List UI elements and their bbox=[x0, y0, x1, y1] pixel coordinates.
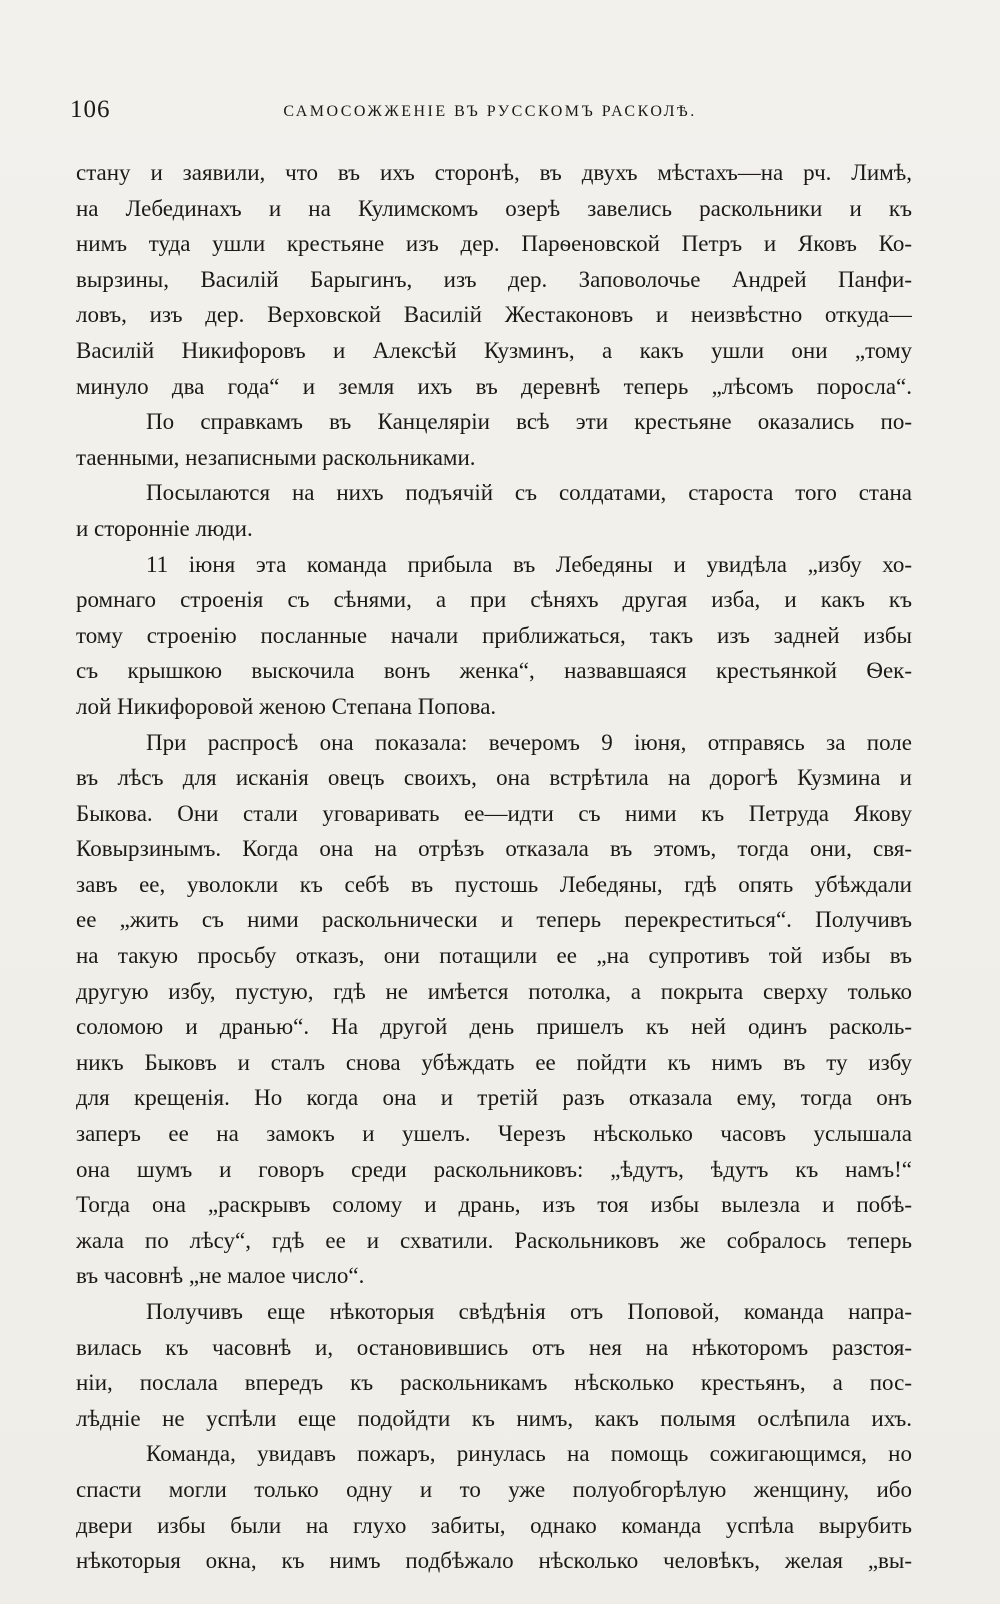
text-line: спасти могли только одну и то уже полуобгорѣлую женщину, ибо bbox=[76, 1476, 912, 1502]
text-line: стану и заявили, что въ ихъ сторонѣ, въ двухъ мѣстахъ—на рч. Лимѣ, bbox=[76, 160, 912, 185]
text-line: Получивъ еще нѣкоторыя свѣдѣнія отъ Поповой, команда напра- bbox=[146, 1299, 912, 1324]
page-number: 106 bbox=[70, 96, 111, 123]
text-line: Василій Никифоровъ и Алексѣй Кузминъ, а какъ ушли они „тому bbox=[76, 337, 912, 363]
text-line: Команда, увидавъ пожаръ, ринулась на помощь сожигающимся, но bbox=[146, 1441, 912, 1467]
text-line: 11 іюня эта команда прибыла въ Лебедяны и увидѣла „избу хо- bbox=[146, 551, 912, 577]
text-line: нимъ туда ушли крестьяне изъ дер. Парѳеновской Петръ и Яковъ Ко- bbox=[76, 231, 912, 257]
text-line: ее „жить съ ними раскольнически и теперь перекреститься“. Получивъ bbox=[76, 907, 912, 933]
text-line: на такую просьбу отказъ, они потащили ее „на супротивъ той избы въ bbox=[76, 943, 912, 969]
body-text bbox=[76, 155, 912, 1579]
text-line: она шумъ и говоръ среди раскольниковъ: „ѣдутъ, ѣдутъ къ намъ!“ bbox=[76, 1156, 912, 1182]
text-line: Тогда она „раскрывъ солому и дрань, изъ тоя избы вылезла и побѣ- bbox=[76, 1192, 912, 1218]
text-line: таенными, незаписными раскольниками. bbox=[76, 444, 476, 470]
text-line: При распросѣ она показала: вечеромъ 9 іюня, отправясь за поле bbox=[146, 729, 912, 755]
text-line: ромнаго строенія съ сѣнями, а при сѣняхъ другая изба, и какъ къ bbox=[76, 587, 912, 613]
text-line: соломою и дранью“. На другой день пришелъ къ ней одинъ расколь- bbox=[76, 1014, 912, 1040]
text-line: и сторонніе люди. bbox=[76, 515, 253, 541]
text-line: заперъ ее на замокъ и ушелъ. Черезъ нѣсколько часовъ услышала bbox=[76, 1121, 912, 1147]
text-line: ніи, послала впередъ къ раскольникамъ нѣсколько крестьянъ, а пос- bbox=[76, 1370, 912, 1396]
text-line: для крещенія. Но когда она и третій разъ отказала ему, тогда онъ bbox=[76, 1085, 912, 1111]
text-line: Быкова. Они стали уговаривать ее—идти съ ними къ Петруда Якову bbox=[76, 800, 912, 826]
text-line: лѣдніе не успѣли еще подойдти къ нимъ, какъ полымя ослѣпила ихъ. bbox=[76, 1405, 912, 1431]
text-line: на Лебединахъ и на Кулимскомъ озерѣ завелись раскольники и къ bbox=[76, 195, 912, 221]
text-line: двери избы были на глухо забиты, однако команда успѣла вырубить bbox=[76, 1512, 912, 1538]
text-line: Посылаются на нихъ подъячій съ солдатами, староста того стана bbox=[146, 480, 912, 506]
text-line: завъ ее, уволокли къ себѣ въ пустошь Лебедяны, гдѣ опять убѣждали bbox=[76, 871, 912, 897]
text-line: вилась къ часовнѣ и, остановившись отъ нея на нѣкоторомъ разстоя- bbox=[76, 1334, 912, 1360]
text-line: тому строенію посланные начали приближаться, такъ изъ задней избы bbox=[76, 622, 912, 648]
text-line: въ часовнѣ „не малое число“. bbox=[76, 1263, 365, 1289]
text-line: въ лѣсъ для исканія овецъ своихъ, она встрѣтила на дорогѣ Кузмина и bbox=[76, 765, 912, 791]
text-line: съ крышкою выскочила вонъ женка“, назвавшаяся крестьянкой Ѳек- bbox=[76, 658, 912, 684]
text-line: никъ Быковъ и сталъ снова убѣждать ее пойдти къ нимъ въ ту избу bbox=[76, 1049, 912, 1075]
text-line: другую избу, пустую, гдѣ не имѣется потолка, а покрыта сверху только bbox=[76, 978, 912, 1004]
text-line: Ковырзинымъ. Когда она на отрѣзъ отказала въ этомъ, тогда они, свя- bbox=[76, 836, 912, 862]
text-line: вырзины, Василій Барыгинъ, изъ дер. Заповолочье Андрей Панфи- bbox=[76, 266, 912, 292]
text-line: лой Никифоровой женою Степана Попова. bbox=[76, 693, 497, 719]
text-line: По справкамъ въ Канцеляріи всѣ эти крестьяне оказались по- bbox=[146, 409, 912, 435]
running-title: САМОСОЖЖЕНІЕ ВЪ РУССКОМЪ РАСКОЛѢ. bbox=[283, 103, 697, 120]
page-header bbox=[70, 96, 910, 136]
text-line: минуло два года“ и земля ихъ въ деревнѣ теперь „лѣсомъ поросла“. bbox=[76, 373, 912, 399]
text-line: жала по лѣсу“, гдѣ ее и схватили. Раскольниковъ же собралось теперь bbox=[76, 1227, 912, 1253]
text-line: нѣкоторыя окна, къ нимъ подбѣжало нѣсколько человѣкъ, желая „вы- bbox=[76, 1548, 912, 1574]
text-line: ловъ, изъ дер. Верховской Василій Жестаконовъ и неизвѣстно откуда— bbox=[76, 302, 912, 328]
